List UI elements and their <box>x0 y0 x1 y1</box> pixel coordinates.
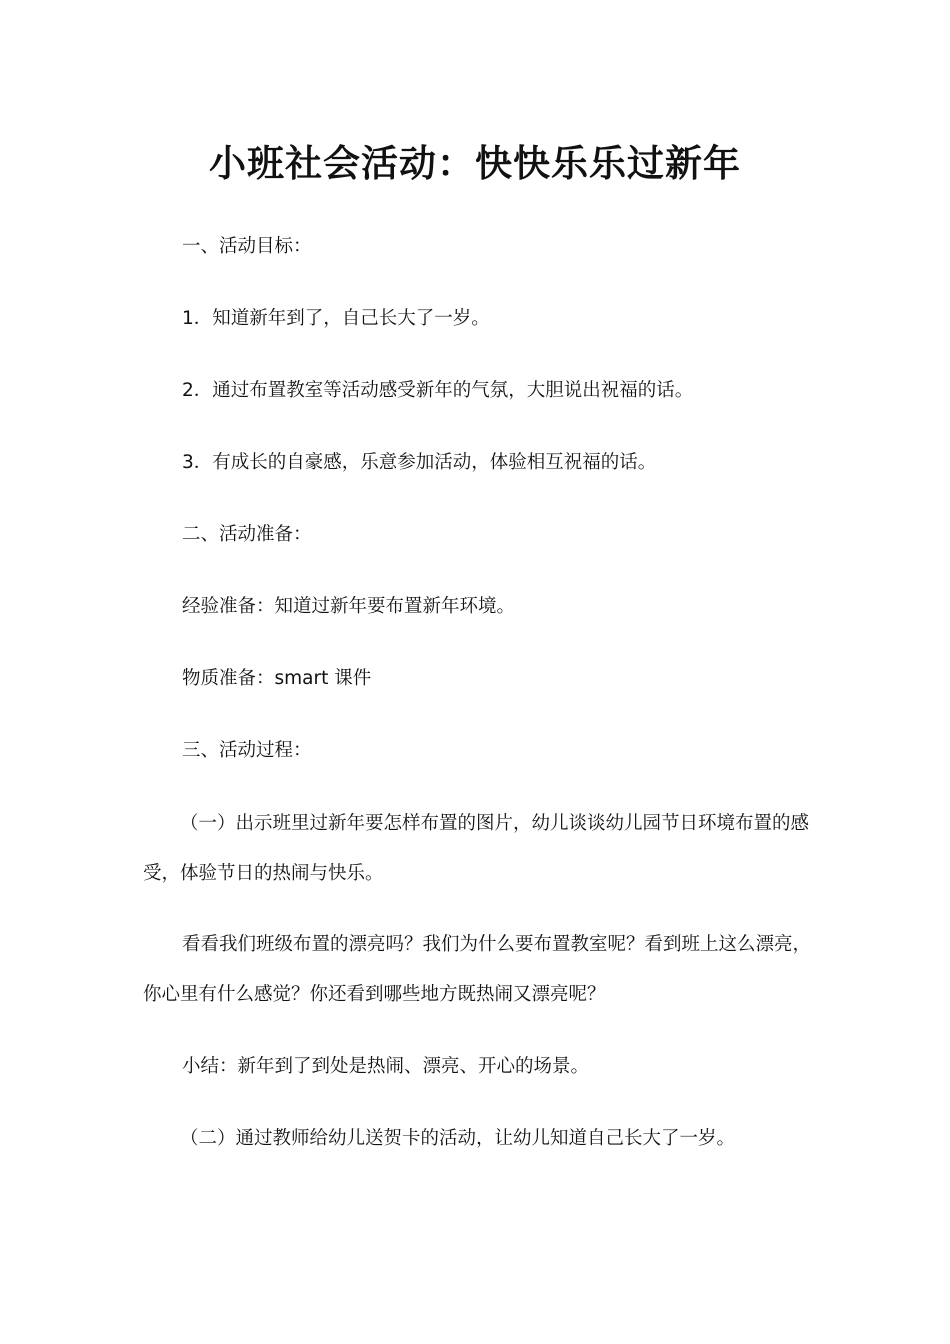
goal-item-2: 2．通过布置教室等活动感受新年的气氛，大胆说出祝福的话。 <box>182 380 694 401</box>
goal-item-1: 1．知道新年到了，自己长大了一岁。 <box>182 308 490 329</box>
process-step-1-summary: 小结：新年到了到处是热闹、漂亮、开心的场景。 <box>182 1056 590 1077</box>
process-step-1-questions: 看看我们班级布置的漂亮吗？我们为什么要布置教室呢？看到班上这么漂亮，你心里有什么感觉？你还看到哪些地方既热闹又漂亮呢？ <box>143 934 812 1005</box>
process-step-2: （二）通过教师给幼儿送贺卡的活动，让幼儿知道自己长大了一岁。 <box>180 1128 736 1149</box>
document-title: 小班社会活动：快快乐乐过新年 <box>209 142 741 185</box>
section-heading-preparation: 二、活动准备： <box>182 524 312 545</box>
section-heading-process: 三、活动过程： <box>182 740 312 761</box>
process-step-1: （一）出示班里过新年要怎样布置的图片，幼儿谈谈幼儿园节日环境布置的感受，体验节日的热闹与快乐。 <box>143 813 810 884</box>
section-heading-goals: 一、活动目标： <box>182 236 312 257</box>
preparation-experience: 经验准备：知道过新年要布置新年环境。 <box>182 596 516 617</box>
goal-item-3: 3．有成长的自豪感，乐意参加活动，体验相互祝福的话。 <box>182 452 657 473</box>
preparation-materials: 物质准备：smart 课件 <box>182 668 372 689</box>
